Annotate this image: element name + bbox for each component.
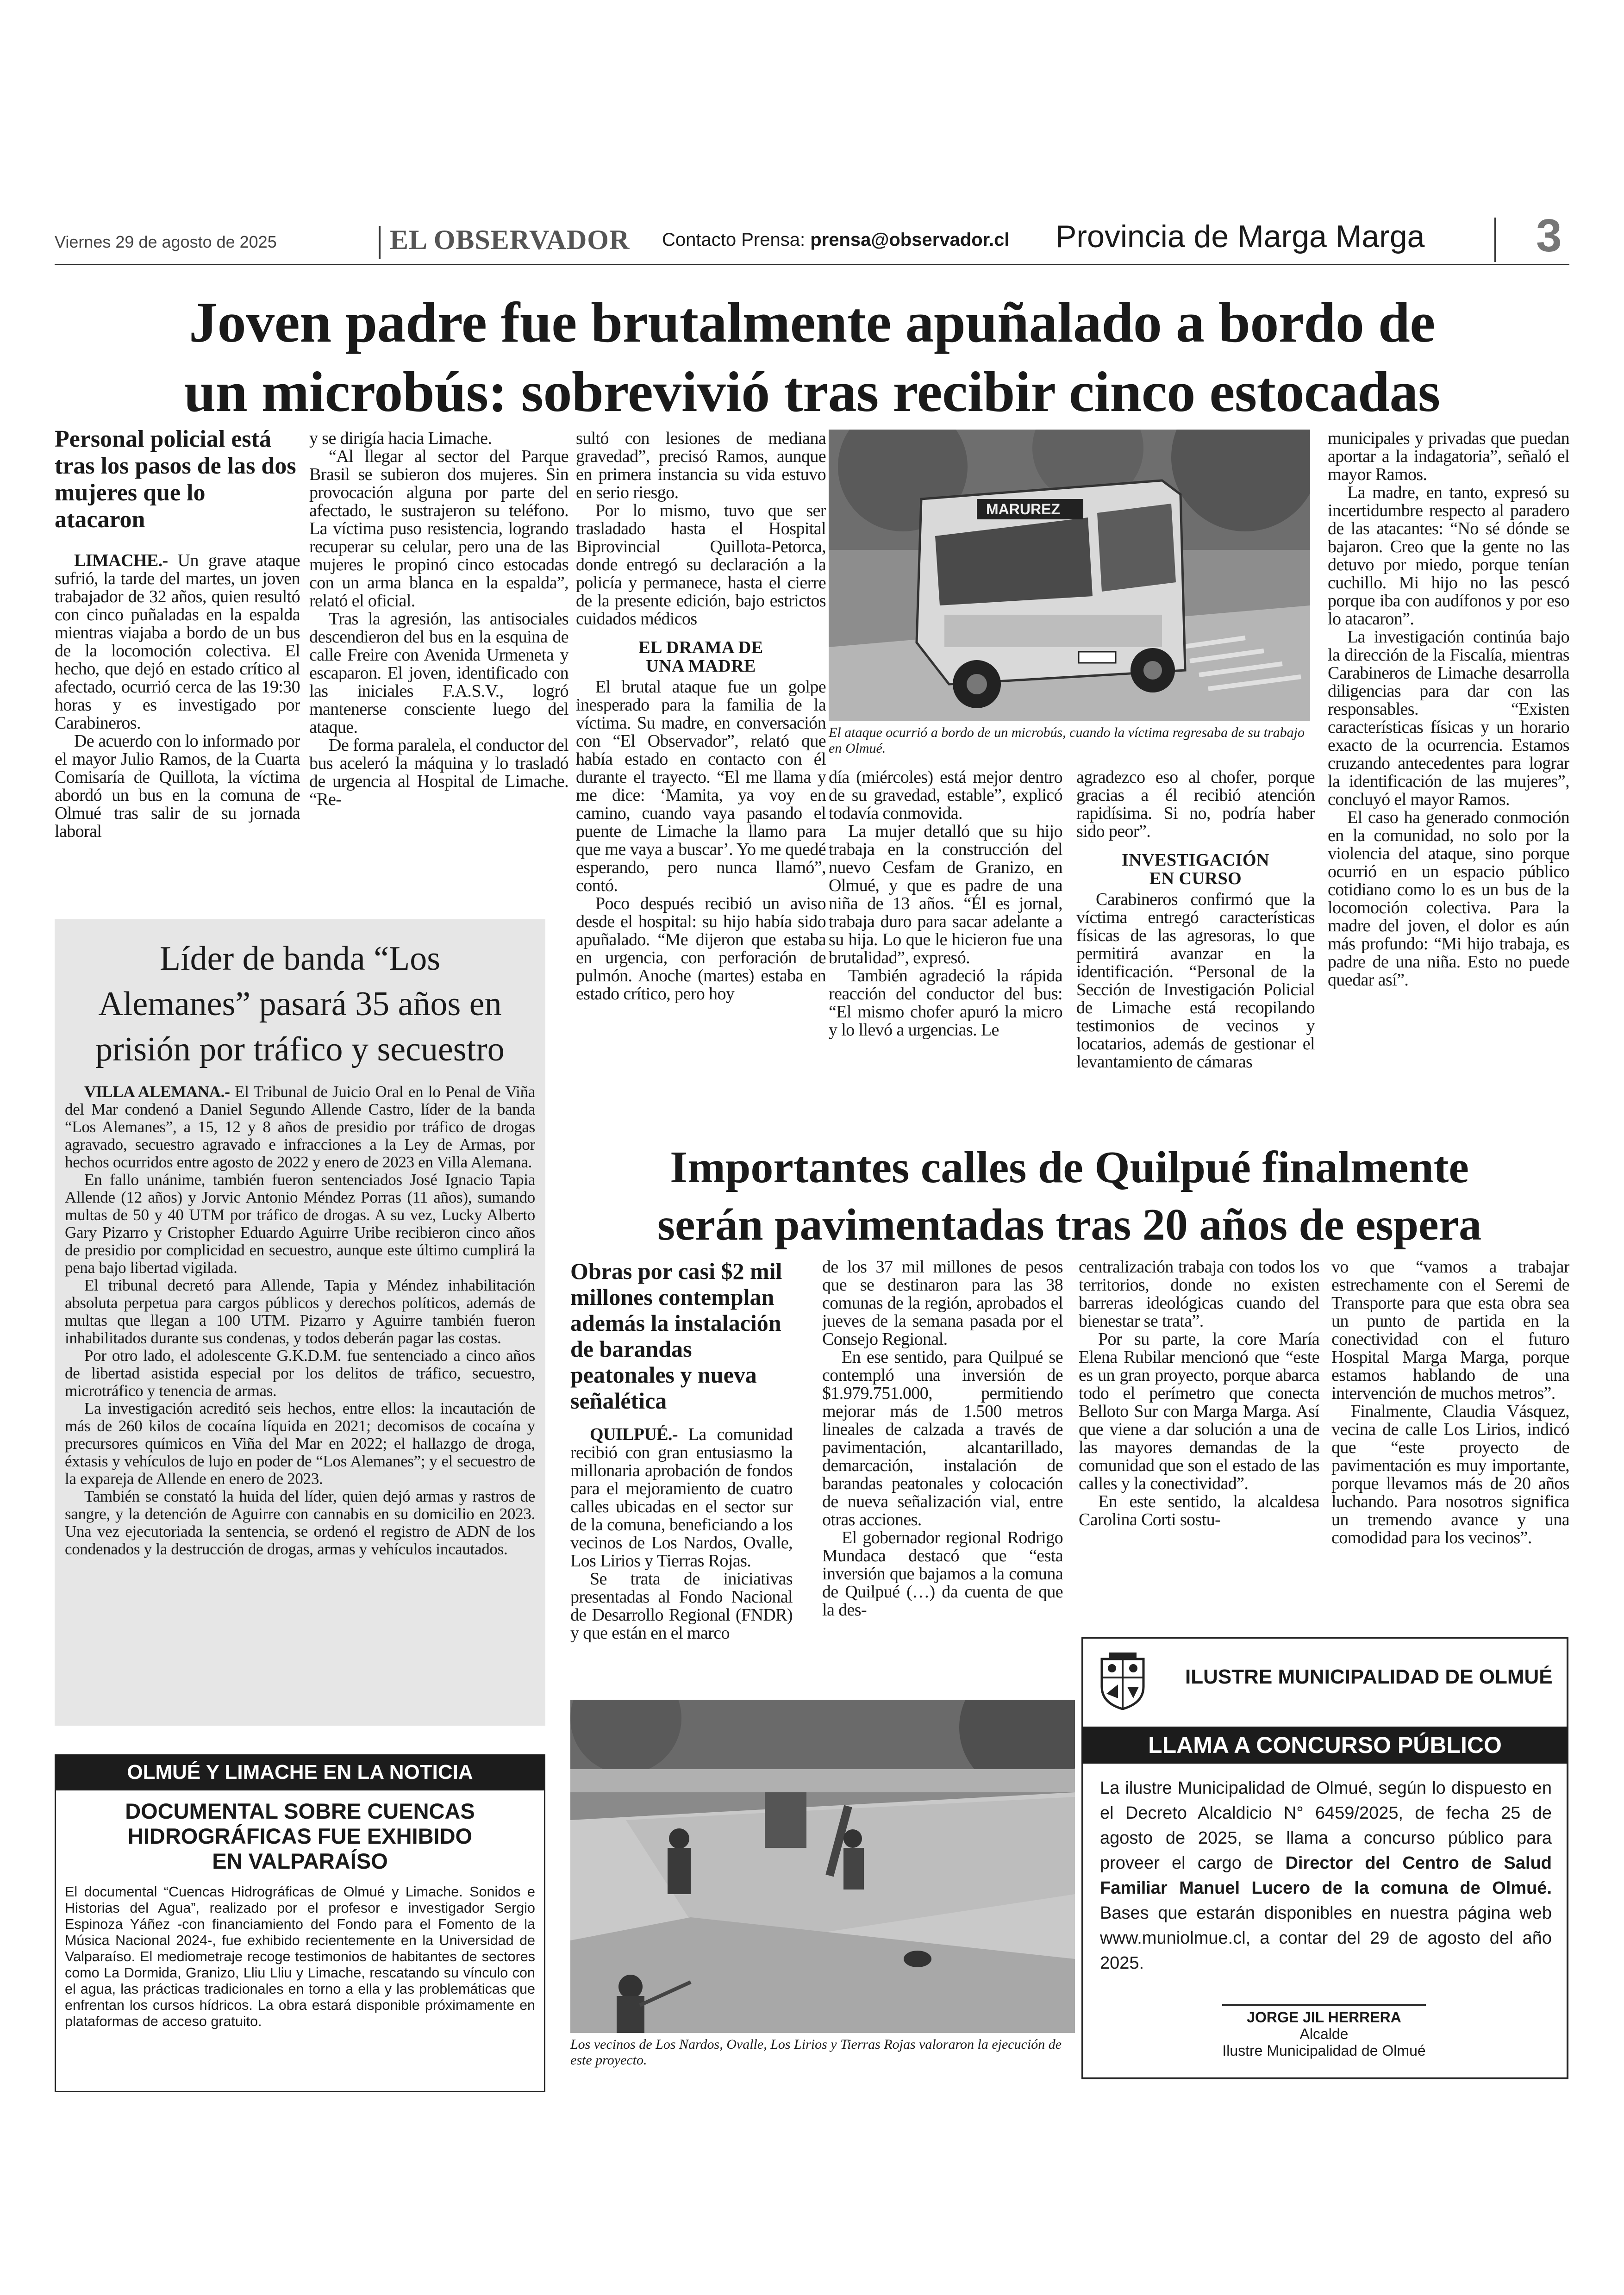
ad-signature-line [1222, 2004, 1426, 2006]
ad-signer-org: Ilustre Municipalidad de Olmué [1222, 2042, 1426, 2059]
header-contact-email: prensa@observador.cl [810, 230, 1010, 250]
alemanes-body [65, 1083, 535, 1717]
main-column-3 [576, 430, 826, 1124]
main-column-1 [55, 426, 300, 903]
quilpue-headline-line-1: Importantes calles de Quilpué finalmente [670, 1142, 1469, 1192]
main-c1-paragraph [55, 552, 300, 732]
ad-body-position: Director del Centro de Salud Familiar Manuel Lucero de la comuna de Olmué. [1100, 1853, 1552, 1898]
quilpue-c1-p1-text: La comunidad recibió con gran entusiasmo la millonaria aprobación de fondos para el mejoramiento de cuatro calles ubicadas en el sector sur de la comuna, beneficiando a los vecinos de Los Nardos, Ovalle, Los Lirios y Tierras Rojas. [570, 1425, 793, 1571]
bus-photo-image [829, 430, 1310, 721]
quilpue-headline-line-2: serán pavimentadas tras 20 años de espera [657, 1200, 1482, 1250]
alemanes-p2: En fallo unánime, también fueron sentenciados José Ignacio Tapia Allende (12 años) y Jorvic Antonio Méndez Porras (11 años), sumando multas de 50 y 40 UTM por tráfico de drogas. A su vez, Lucky Alberto Gary Pizarro y Cristopher Eduardo Aguirre Uribe recibieron cinco años de presidio por complicidad en secuestro, aunque este último cumplirá la pena bajo libertad vigilada. [65, 1171, 535, 1277]
quilpue-column-4 [1331, 1258, 1569, 1628]
main-c2-p0: y se dirigía hacia Limache. [309, 430, 492, 448]
quilpue-c2-p0: de los 37 mil millones de pesos que se destinaron para las 38 comunas de la región, aprobados el jueves de la semana pasada por el Consejo Regional. [822, 1258, 1063, 1349]
quilpue-c3-p2: En este sentido, la alcaldesa Carolina Corti sostu- [1079, 1492, 1319, 1529]
header-rule-left [379, 226, 381, 259]
municipal-crest-icon [1097, 1650, 1148, 1710]
main-subhead-investigacion [1076, 851, 1315, 888]
main-kicker: Personal policial está tras los pasos de las dos mujeres que lo atacaron [55, 426, 296, 533]
quilpue-column-2 [822, 1258, 1063, 1693]
main-column-6 [1328, 430, 1569, 1124]
main-c4-p0: día (miércoles) está mejor dentro de su gravedad, estable”, explicó todavía conmovida. [829, 768, 1062, 823]
header-contact [662, 230, 1009, 250]
paving-photo-caption: Los vecinos de Los Nardos, Ovalle, Los Lirios y Tierras Rojas valoraron la ejecución de este proyecto. [570, 2037, 1062, 2068]
alemanes-p6: También se constató la huida del líder, quien dejó armas y rastros de sangre, y la detención de Aguirre con cannabis en su domicilio en 2023. Una vez ejecutoriada la sentencia, se ordenó el registro de ADN de los condenados y la destrucción de drogas, armas y vehículos incautados. [65, 1487, 535, 1558]
ad-signature [1176, 2009, 1472, 2059]
alemanes-p5: La investigación acreditó seis hechos, entre ellos: la incautación de más de 260 kilos de cocaína líquida en 2021; decomisos de cocaína y precursores químicos en Viña del Mar en 2022; el hallazgo de droga, éxtasis y vehículos de lujo en poder de “Los Alemanes”; y el secuestro de la expareja de Allende en enero de 2023. [65, 1399, 535, 1488]
paving-photo [570, 1700, 1075, 2033]
main-column-2 [309, 430, 568, 892]
quilpue-c2-p1: En ese sentido, para Quilpué se contempló una inversión de $1.979.751.000, permitiendo mejorar más de 1.500 metros lineales de calzada a través de pavimentación, alcantarillado, demarcación, instalación de barandas peatonales y colocación de nueva señalización vial, entre otras acciones. [822, 1347, 1063, 1529]
header-contact-label: Contacto Prensa: [662, 230, 806, 250]
noticia-title [55, 1799, 545, 1874]
quilpue-column-3 [1079, 1258, 1319, 1675]
main-c5-p1: Carabineros confirmó que la víctima entregó características físicas de las agresoras, lo que permitirá avanzar en la identificación. “Personal de la Sección de Investigación Policial de Limache está recopilando testimonios de vecinos y locatarios, además de gestionar el levantamiento de cámaras [1076, 890, 1315, 1072]
quilpue-c2-p2: El gobernador regional Rodrigo Mundaca destacó que “esta inversión que bajamos a la comuna de Quilpué (…) da cuenta de que la des- [822, 1528, 1063, 1620]
main-c3-p2: El brutal ataque fue un golpe inesperado para la familia de la víctima. Su madre, en conversación con “El Observador”, relató que había estado en contacto con él durante el trayecto. “El me llama y me dice: ‘Mamita, ya voy en camino, cuando vaya pasando el puente de Limache la llamo para que me vaya a buscar’. Yo me quedé esperando, pero nunca llamó”, contó. [576, 677, 826, 895]
header-bottom-rule [55, 264, 1569, 265]
ad-body [1100, 1776, 1552, 1976]
quilpue-c1-p2: Se trata de iniciativas presentadas al Fondo Nacional de Desarrollo Regional (FNDR) y que están en el marco [570, 1569, 793, 1643]
main-c6-p3: El caso ha generado conmoción en la comunidad, no solo por la violencia del ataque, sino porque ocurrió en un espacio público cotidiano como lo es un bus de la locomoción colectiva. Para la madre del joven, el dolor es aún más profundo: “Mi hijo trabaja, es padre de una niña. Esto no puede quedar así”. [1328, 808, 1569, 990]
alemanes-headline-line-1: Líder de banda “Los [159, 940, 441, 978]
main-column-4 [829, 768, 1062, 1120]
alemanes-p3: El tribunal decretó para Allende, Tapia y Méndez inhabilitación absoluta perpetua para cargos públicos y derechos políticos, además de multas que llegan a 100 UTM. Pizarro y Aguirre también fueron inhabilitados durante sus condenas, y todos deberán pagar las costas. [65, 1276, 535, 1347]
noticia-body: El documental “Cuencas Hidrográficas de Olmué y Limache. Sonidos e Historias del Agua”, realizado por el profesor e investigador Sergio Espinoza Yáñez -con financiamiento del Fondo para el Fomento de la Música Nacional 2024-, fue exhibido recientemente en la Universidad de Valparaíso. El mediometraje recoge testimonios de habitantes de sectores como La Dormida, Granizo, Lliu Lliu y Limache, rescatando su vínculo con el agua, las prácticas tradicionales en torno a ella y las problemáticas que enfrentan los cursos hídricos. La obra estará disponible próximamente en plataformas de acceso gratuito. [65, 1884, 535, 2029]
quilpue-kicker: Obras por casi $2 mil millones contemplan además la instalación de barandas peatonales y nueva señalética [570, 1258, 782, 1414]
alemanes-p4: Por otro lado, el adolescente G.K.D.M. fue sentenciado a cinco años de libertad asistida especial por los delitos de tráfico, secuestro, microtráfico y tenencia de armas. [65, 1347, 535, 1400]
ad-banner: LLAMA A CONCURSO PÚBLICO [1081, 1727, 1568, 1764]
alemanes-headline-line-3: prisión por tráfico y secuestro [95, 1030, 505, 1068]
quilpue-c3-p1: Por su parte, la core María Elena Rubilar mencionó que “este es un gran proyecto, porque abarca todo el perímetro que conecta Belloto Sur con Marga Marga. Así que viene a dar solución a una de las mayores demandas de la comunidad que son el estado de las calles y la conectividad”. [1079, 1329, 1319, 1493]
main-headline-line-1: Joven padre fue brutalmente apuñalado a bordo de [189, 291, 1435, 354]
alemanes-p1 [65, 1083, 535, 1171]
noticia-title-line-2: HIDROGRÁFICAS FUE EXHIBIDO [127, 1824, 473, 1848]
header-rule-right [1494, 218, 1496, 262]
main-c6-p1: La madre, en tanto, expresó su incertidumbre respecto al paradero de las atacantes: “No sé dónde se bajaron. Creo que la gente no las detuvo por miedo, porque tenían cuchillo. Mi hijo no las pescó porque iba con audífonos y por eso lo atacaron”. [1328, 483, 1569, 629]
main-c6-p2: La investigación continúa bajo la dirección de la Fiscalía, mientras Carabineros de Limache desarrolla diligencias para dar con las responsables. “Existen características físicas y un horario exacto de la ocurrencia. Estamos cruzando antecedentes para lograr la identificación de las mujeres”, concluyó el mayor Ramos. [1328, 627, 1569, 809]
main-c1-p2: De acuerdo con lo informado por el mayor Julio Ramos, de la Cuarta Comisaría de Quillota, la víctima abordó un bus en la comuna de Olmué tras salir de su jornada laboral [55, 731, 300, 841]
ad-signer-role: Alcalde [1299, 2026, 1349, 2042]
ad-body-part-2: Bases que estarán disponibles en nuestra página web www.muniolmue.cl, a contar del 29 de agosto del año 2025. [1100, 1903, 1552, 1973]
main-subhead-madre [576, 638, 826, 675]
bus-photo [829, 430, 1310, 721]
main-c3-p3: Poco después recibió un aviso desde el hospital: su hijo había sido apuñalado. “Me dijeron que estaba en urgencia, con perforación de pulmón. Anoche (martes) estaba en estado crítico, pero hoy [576, 894, 826, 1004]
main-c1-p1: Un grave ataque sufrió, la tarde del martes, un joven trabajador de 32 años, quien resultó con cinco puñaladas en la espalda mientras viajaba a bordo de un bus de la locomoción colectiva. El hecho, que dejó en estado crítico al afectado, ocurrió cerca de las 19:30 horas y es investigado por Carabineros. [55, 551, 300, 733]
header-section: Provincia de Marga Marga [1056, 219, 1425, 254]
header-paper-name: EL OBSERVADOR [390, 225, 630, 255]
main-subhead-investigacion-line-2: EN CURSO [1149, 869, 1242, 888]
ad-body-part-1: La ilustre Municipalidad de Olmué, según lo dispuesto en el Decreto Alcaldicio N° 6459/2025, de fecha 25 de agosto de 2025, se llama a concurso público para proveer el cargo de [1100, 1778, 1552, 1873]
main-lead-place: LIMACHE.- [74, 551, 168, 570]
main-c2-p1: “Al llegar al sector del Parque Brasil se subieron dos mujeres. Sin provocación alguna por parte del afectado, le sustrajeron su teléfono. La víctima puso resistencia, logrando recuperar su celular, pero una de las mujeres le propinó cinco estocadas con un arma blanca en la espalda”, relató el oficial. [309, 447, 568, 611]
main-headline-line-2: un microbús: sobrevivió tras recibir cinco estocadas [184, 360, 1440, 424]
quilpue-c4-p1: Finalmente, Claudia Vásquez, vecina de calle Los Lirios, indicó que “este proyecto de pavimentación es muy importante, porque llevamos más de 20 años luchando. Para nosotros significa un tremendo avance y una comodidad para los vecinos”. [1331, 1402, 1569, 1547]
page-number: 3 [1536, 210, 1562, 262]
noticia-title-line-1: DOCUMENTAL SOBRE CUENCAS [125, 1799, 475, 1823]
quilpue-c3-p0: centralización trabaja con todos los territorios, donde no existen barreras ideológicas cuando del bienestar se trata”. [1079, 1258, 1319, 1331]
header-date: Viernes 29 de agosto de 2025 [55, 232, 277, 251]
paving-photo-image [570, 1700, 1075, 2033]
alemanes-lead-place: VILLA ALEMANA.- [84, 1083, 230, 1101]
main-c6-p0: municipales y privadas que puedan aportar a la indagatoria”, señaló el mayor Ramos. [1328, 430, 1569, 484]
quilpue-c4-p0: vo que “vamos a trabajar estrechamente con el Seremi de Transporte para que esta obra sea un punto de partida en la conectividad con el futuro Hospital Marga Marga, porque estamos hablando de una intervención de muchos metros”. [1331, 1258, 1569, 1403]
main-subhead-investigacion-line-1: INVESTIGACIÓN [1121, 850, 1270, 870]
noticia-title-line-3: EN VALPARAÍSO [212, 1849, 388, 1873]
main-c3-p1: Por lo mismo, tuvo que ser trasladado hasta el Hospital Biprovincial Quillota-Petorca, donde entregó su declaración a la policía y permanece, hasta el cierre de la presente edición, bajo estrictos cuidados médicos [576, 501, 826, 629]
main-c4-p1: La mujer detalló que su hijo trabaja en la construcción del nuevo Cesfam de Granizo, en Olmué, y que es padre de una niña de 13 años. “Él es jornal, trabaja duro para sacar adelante a su hija. Lo que le hicieron fue una brutalidad”, expresó. [829, 822, 1062, 967]
quilpue-lead-place: QUILPUÉ.- [590, 1425, 678, 1444]
main-headline [55, 288, 1569, 427]
main-c2-p3: De forma paralela, el conductor del bus aceleró la máquina y lo trasladó de urgencia al Hospital de Limache. “Re- [309, 736, 568, 809]
ad-signer-name: JORGE JIL HERRERA [1247, 2009, 1401, 2026]
quilpue-headline [569, 1139, 1569, 1254]
main-column-5 [1076, 768, 1315, 1120]
bus-photo-caption: El ataque ocurrió a bordo de un microbús, cuando la víctima regresaba de su trabajo en Olmué. [829, 725, 1305, 756]
alemanes-headline [55, 936, 545, 1072]
main-subhead-madre-line-2: UNA MADRE [646, 656, 756, 676]
bus-destination-sign: MARUREZ [986, 501, 1060, 518]
noticia-banner: OLMUÉ Y LIMACHE EN LA NOTICIA [55, 1754, 545, 1790]
alemanes-headline-line-2: Alemanes” pasará 35 años en [98, 985, 502, 1023]
alemanes-p1-text: El Tribunal de Juicio Oral en lo Penal de Viña del Mar condenó a Daniel Segundo Allende Castro, líder de la banda “Los Alemanes”, a 15, 12 y 8 años de presidio por tráfico de drogas agravado, secuestro agravado e infracciones a la Ley de Armas, por hechos ocurridos entre agosto de 2022 y enero de 2023 en Villa Alemana. [65, 1083, 535, 1171]
main-subhead-madre-line-1: EL DRAMA DE [638, 638, 763, 657]
quilpue-column-1 [570, 1258, 793, 1693]
main-c5-p0: agradezco eso al chofer, porque gracias a él recibió atención rapidísima. Si no, podría haber sido peor”. [1076, 768, 1315, 841]
main-c4-p2: También agradeció la rápida reacción del conductor del bus: “El mismo chofer apuró la micro y lo llevó a urgencias. Le [829, 966, 1062, 1040]
ad-municipality-name: ILUSTRE MUNICIPALIDAD DE OLMUÉ [1185, 1665, 1553, 1688]
main-c3-p0: sultó con lesiones de mediana gravedad”, precisó Ramos, aunque en primera instancia su vida estuvo en serio riesgo. [576, 430, 826, 502]
quilpue-c1-p1 [570, 1426, 793, 1570]
main-c2-p2: Tras la agresión, las antisociales descendieron del bus en la esquina de calle Freire con Avenida Urmeneta y escaparon. El joven, identificado con las iniciales F.A.S.V., logró mantenerse consciente luego del ataque. [309, 609, 568, 737]
